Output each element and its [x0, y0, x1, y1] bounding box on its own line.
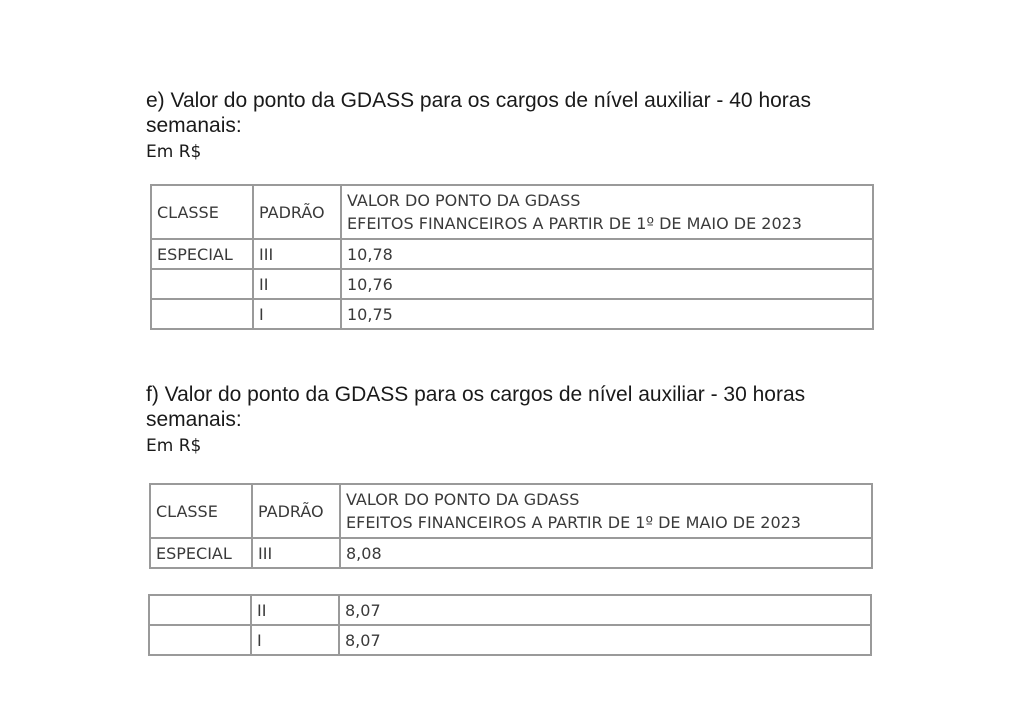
- header-classe: CLASSE: [151, 185, 253, 239]
- cell-valor: 8,07: [339, 595, 871, 625]
- cell-valor: 8,07: [339, 625, 871, 655]
- header-valor-line2: EFEITOS FINANCEIROS A PARTIR DE 1º DE MAIO DE 2023: [347, 214, 802, 233]
- section-e-title: e) Valor do ponto da GDASS para os cargos de nível auxiliar - 40 horas semanais:: [146, 89, 811, 137]
- cell-classe: ESPECIAL: [151, 239, 253, 269]
- table-row: [151, 299, 873, 329]
- cell-padrao: II: [251, 595, 339, 625]
- table-row: [149, 625, 871, 655]
- header-classe: CLASSE: [150, 484, 252, 538]
- header-padrao: PADRÃO: [253, 185, 341, 239]
- table-e: [150, 184, 874, 330]
- cell-classe: [151, 299, 253, 329]
- table-header-row: [151, 185, 873, 239]
- cell-classe: [149, 625, 251, 655]
- cell-padrao: III: [252, 538, 340, 568]
- cell-valor: 8,08: [340, 538, 872, 568]
- table-row: [151, 269, 873, 299]
- cell-valor: 10,78: [341, 239, 873, 269]
- header-valor: [340, 484, 872, 538]
- header-valor-line2: EFEITOS FINANCEIROS A PARTIR DE 1º DE MAIO DE 2023: [346, 513, 801, 532]
- header-valor-line1: VALOR DO PONTO DA GDASS: [346, 490, 580, 509]
- table-header-row: [150, 484, 872, 538]
- cell-padrao: II: [253, 269, 341, 299]
- table-f-bottom: [148, 594, 872, 656]
- section-e-unit: Em R$: [146, 142, 202, 162]
- cell-classe: [149, 595, 251, 625]
- cell-padrao: III: [253, 239, 341, 269]
- section-f-title: f) Valor do ponto da GDASS para os cargos de nível auxiliar - 30 horas semanais:: [146, 383, 806, 431]
- table-f-top: [149, 483, 873, 569]
- table-row: [150, 538, 872, 568]
- table-row: [149, 595, 871, 625]
- table-row: [151, 239, 873, 269]
- section-f-unit: Em R$: [146, 436, 202, 456]
- cell-padrao: I: [251, 625, 339, 655]
- header-valor: [341, 185, 873, 239]
- cell-valor: 10,75: [341, 299, 873, 329]
- cell-classe: [151, 269, 253, 299]
- cell-valor: 10,76: [341, 269, 873, 299]
- header-valor-line1: VALOR DO PONTO DA GDASS: [347, 191, 581, 210]
- header-padrao: PADRÃO: [252, 484, 340, 538]
- cell-padrao: I: [253, 299, 341, 329]
- cell-classe: ESPECIAL: [150, 538, 252, 568]
